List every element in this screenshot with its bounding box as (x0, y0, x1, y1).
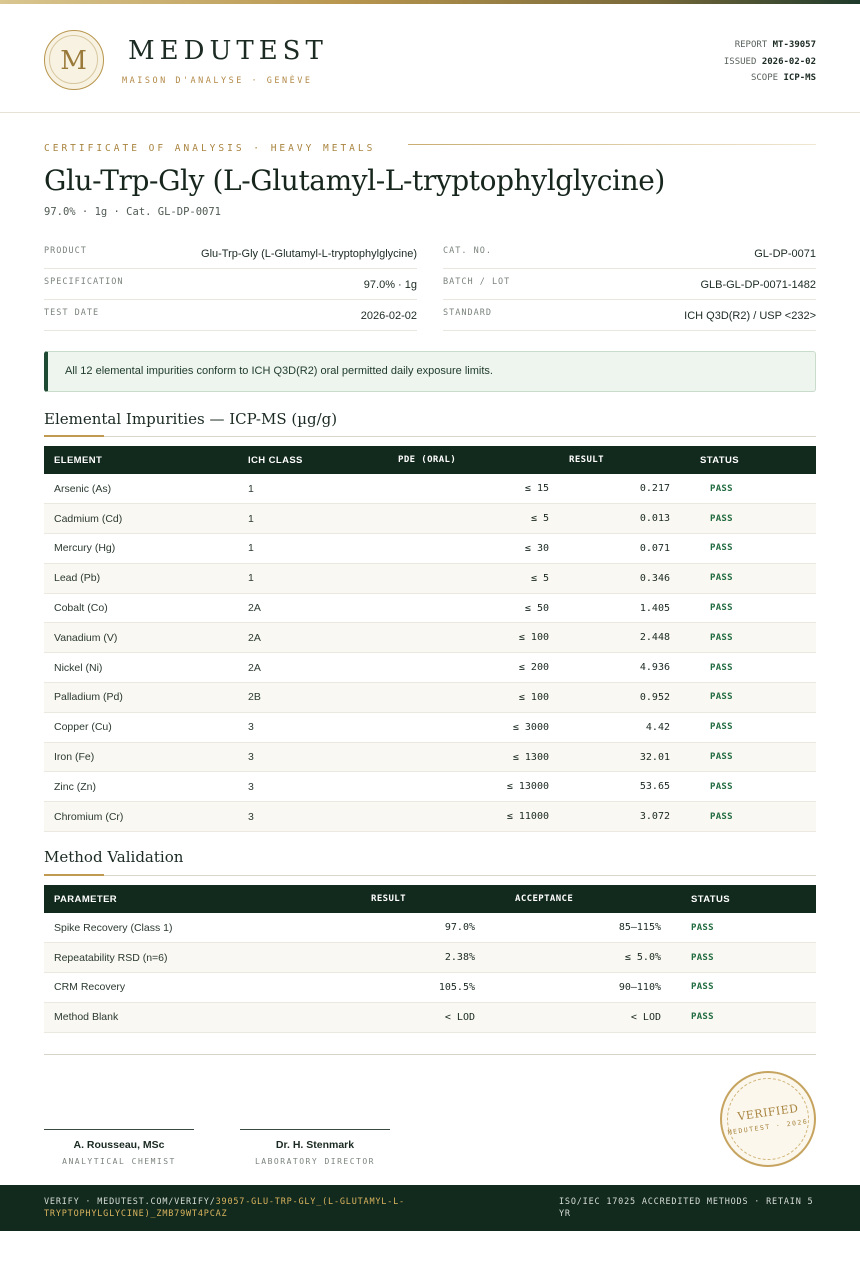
status-badge: PASS (710, 662, 733, 673)
pde-cell: ≤ 3000 (512, 721, 549, 733)
footer-divider (44, 1054, 816, 1055)
table-row (44, 772, 816, 802)
ich-class-cell: 1 (248, 542, 254, 555)
pde-cell: ≤ 30 (524, 542, 549, 554)
element-cell: Cadmium (Cd) (54, 512, 123, 525)
ich-class-cell: 2B (248, 691, 261, 704)
conformance-notice-text: All 12 elemental impurities conform to ICH Q3D(R2) oral permitted daily exposure limits. (65, 365, 493, 377)
signature-role: LABORATORY DIRECTOR (254, 1157, 375, 1166)
signature-director (240, 1129, 390, 1166)
page-title: Glu-Trp-Gly (L-Glutamyl-L-tryptophylglycine) (44, 164, 665, 197)
info-row-standard: STANDARD ICH Q3D(R2) / USP <232> (443, 300, 816, 331)
status-badge: PASS (691, 1012, 714, 1023)
ich-class-cell: 3 (248, 721, 254, 734)
ich-class-cell: 1 (248, 482, 254, 495)
ich-class-cell: 1 (248, 572, 254, 585)
col-status: STATUS (700, 454, 739, 466)
ich-class-cell: 3 (248, 780, 254, 793)
validation-table (44, 885, 816, 1033)
table-row (44, 623, 816, 653)
report-number-line: REPORT MT-39057 (734, 40, 816, 50)
pde-cell: ≤ 13000 (506, 781, 549, 793)
val-result-cell: 105.5% (438, 981, 475, 993)
impurities-heading: Elemental Impurities — ICP-MS (µg/g) (44, 410, 338, 428)
element-cell: Iron (Fe) (54, 751, 95, 764)
certificate-kicker: CERTIFICATE OF ANALYSIS · HEAVY METALS (44, 143, 376, 154)
brand-logo-letter: M (60, 46, 87, 76)
validation-header-row (44, 885, 816, 913)
certificate-kicker-row (44, 138, 816, 152)
info-row-batch: BATCH / LOT GLB-GL-DP-0071-1482 (443, 269, 816, 300)
ich-class-cell: 2A (248, 631, 261, 644)
result-cell: 4.42 (645, 721, 670, 733)
table-row (44, 802, 816, 832)
signature-name: Dr. H. Stenmark (275, 1139, 355, 1151)
pde-cell: ≤ 100 (518, 632, 549, 644)
brand-name: MEDUTEST (128, 36, 328, 66)
result-cell: 53.65 (639, 781, 670, 793)
acceptance-cell: < LOD (630, 1011, 661, 1023)
element-cell: Zinc (Zn) (54, 780, 96, 793)
report-number: MT-39057 (772, 40, 816, 50)
footer-bar (0, 1185, 860, 1231)
table-row (44, 742, 816, 772)
status-badge: PASS (710, 811, 733, 822)
col-parameter: PARAMETER (54, 893, 118, 905)
result-cell: 3.072 (639, 811, 670, 823)
header (0, 4, 860, 113)
ich-class-cell: 2A (248, 602, 261, 615)
status-badge: PASS (710, 483, 733, 494)
result-cell: 32.01 (639, 751, 670, 763)
element-cell: Copper (Cu) (54, 721, 112, 734)
verified-seal (720, 1071, 816, 1167)
result-cell: 0.346 (639, 572, 670, 584)
pde-cell: ≤ 50 (524, 602, 549, 614)
table-row (44, 943, 816, 973)
report-meta (724, 37, 816, 87)
col-element: ELEMENT (54, 454, 103, 466)
impurities-table (44, 446, 816, 832)
info-grid-right (443, 238, 816, 331)
status-badge: PASS (710, 781, 733, 792)
val-result-cell: 97.0% (444, 922, 475, 934)
scope-value: ICP-MS (783, 73, 816, 83)
col-val-status: STATUS (691, 893, 730, 905)
table-row (44, 474, 816, 504)
pde-cell: ≤ 200 (518, 662, 549, 674)
signature-analyst (44, 1129, 194, 1166)
kicker-divider (408, 144, 816, 145)
col-ich-class: ICH CLASS (248, 454, 303, 466)
parameter-cell: Method Blank (54, 1011, 119, 1024)
signature-role: ANALYTICAL CHEMIST (62, 1157, 176, 1166)
status-badge: PASS (710, 692, 733, 703)
ich-class-cell: 3 (248, 751, 254, 764)
ich-class-cell: 3 (248, 810, 254, 823)
table-row (44, 504, 816, 534)
status-badge: PASS (710, 513, 733, 524)
element-cell: Mercury (Hg) (54, 542, 116, 555)
validation-heading-accent (44, 874, 104, 876)
table-row (44, 563, 816, 593)
status-badge: PASS (691, 922, 714, 933)
result-cell: 2.448 (639, 632, 670, 644)
result-cell: 4.936 (639, 662, 670, 674)
status-badge: PASS (710, 722, 733, 733)
impurities-heading-rule (44, 436, 816, 437)
table-row (44, 973, 816, 1003)
element-cell: Palladium (Pd) (54, 691, 123, 704)
signature-name: A. Rousseau, MSc (73, 1139, 165, 1151)
acceptance-cell: 85–115% (618, 922, 661, 934)
result-cell: 1.405 (639, 602, 670, 614)
table-row (44, 712, 816, 742)
brand-logo (44, 30, 104, 90)
col-acceptance: ACCEPTANCE (515, 894, 574, 904)
page-subtitle: 97.0% · 1g · Cat. GL-DP-0071 (44, 206, 222, 218)
result-cell: 0.013 (639, 513, 670, 525)
element-cell: Cobalt (Co) (54, 602, 108, 615)
element-cell: Arsenic (As) (54, 482, 112, 495)
pde-cell: ≤ 15 (524, 483, 549, 495)
table-row (44, 913, 816, 943)
ich-class-cell: 1 (248, 512, 254, 525)
col-val-result: RESULT (371, 894, 406, 904)
validation-heading: Method Validation (44, 848, 184, 866)
acceptance-cell: 90–110% (618, 981, 661, 993)
info-grid-left (44, 238, 417, 331)
pde-cell: ≤ 5 (530, 572, 549, 584)
element-cell: Chromium (Cr) (54, 810, 124, 823)
result-cell: 0.952 (639, 691, 670, 703)
col-pde: PDE (ORAL) (398, 455, 457, 465)
status-badge: PASS (710, 603, 733, 614)
info-row-test-date: TEST DATE 2026-02-02 (44, 300, 417, 331)
table-row (44, 653, 816, 683)
conformance-notice (44, 351, 816, 392)
impurities-header-row (44, 446, 816, 474)
parameter-cell: Spike Recovery (Class 1) (54, 921, 173, 934)
verify-code: 39057-GLU-TRP-GLY_(L-GLUTAMYL-L-TRYPTOPHYLGLYCINE)_ZMB79WT4PCAZ (44, 1197, 405, 1219)
issued-date: 2026-02-02 (761, 56, 816, 67)
impurities-heading-accent (44, 435, 104, 437)
status-badge: PASS (710, 573, 733, 584)
status-badge: PASS (691, 952, 714, 963)
result-cell: 0.217 (639, 483, 670, 495)
info-row-product: PRODUCT Glu-Trp-Gly (L-Glutamyl-L-tryptophylglycine) (44, 238, 417, 269)
pde-cell: ≤ 5 (530, 513, 549, 525)
element-cell: Lead (Pb) (54, 572, 101, 585)
status-badge: PASS (710, 632, 733, 643)
validation-heading-rule (44, 875, 816, 876)
status-badge: PASS (710, 543, 733, 554)
parameter-cell: Repeatability RSD (n=6) (54, 951, 168, 964)
table-row (44, 1002, 816, 1032)
val-result-cell: 2.38% (444, 952, 475, 964)
scope-line: SCOPE ICP-MS (750, 73, 816, 83)
pde-cell: ≤ 1300 (512, 751, 549, 763)
val-result-cell: < LOD (444, 1011, 475, 1023)
pde-cell: ≤ 11000 (506, 811, 549, 823)
result-cell: 0.071 (639, 542, 670, 554)
status-badge: PASS (710, 752, 733, 763)
element-cell: Nickel (Ni) (54, 661, 103, 674)
col-result: RESULT (569, 455, 604, 465)
brand-tagline: MAISON D'ANALYSE · GENÈVE (122, 76, 313, 86)
acceptance-cell: ≤ 5.0% (624, 952, 661, 964)
seal-word: VERIFIED (736, 1101, 800, 1124)
parameter-cell: CRM Recovery (54, 981, 126, 994)
ich-class-cell: 2A (248, 661, 261, 674)
issued-date-line: ISSUED 2026-02-02 (723, 56, 816, 67)
info-row-specification: SPECIFICATION 97.0% · 1g (44, 269, 417, 300)
element-cell: Vanadium (V) (54, 631, 118, 644)
info-row-cat-no: CAT. NO. GL-DP-0071 (443, 238, 816, 269)
seal-caption: MEDUTEST · 2026 (727, 1117, 809, 1137)
pde-cell: ≤ 100 (518, 691, 549, 703)
verify-link[interactable]: VERIFY · MEDUTEST.COM/VERIFY/39057-GLU-TRP-GLY_(L-GLUTAMYL-L-TRYPTOPHYLGLYCINE)_ZMB79WT4PCAZ (44, 1197, 405, 1219)
accreditation-note: ISO/IEC 17025 ACCREDITED METHODS · RETAIN 5 YR (559, 1197, 814, 1219)
table-row (44, 593, 816, 623)
status-badge: PASS (691, 982, 714, 993)
table-row (44, 683, 816, 713)
table-row (44, 534, 816, 564)
